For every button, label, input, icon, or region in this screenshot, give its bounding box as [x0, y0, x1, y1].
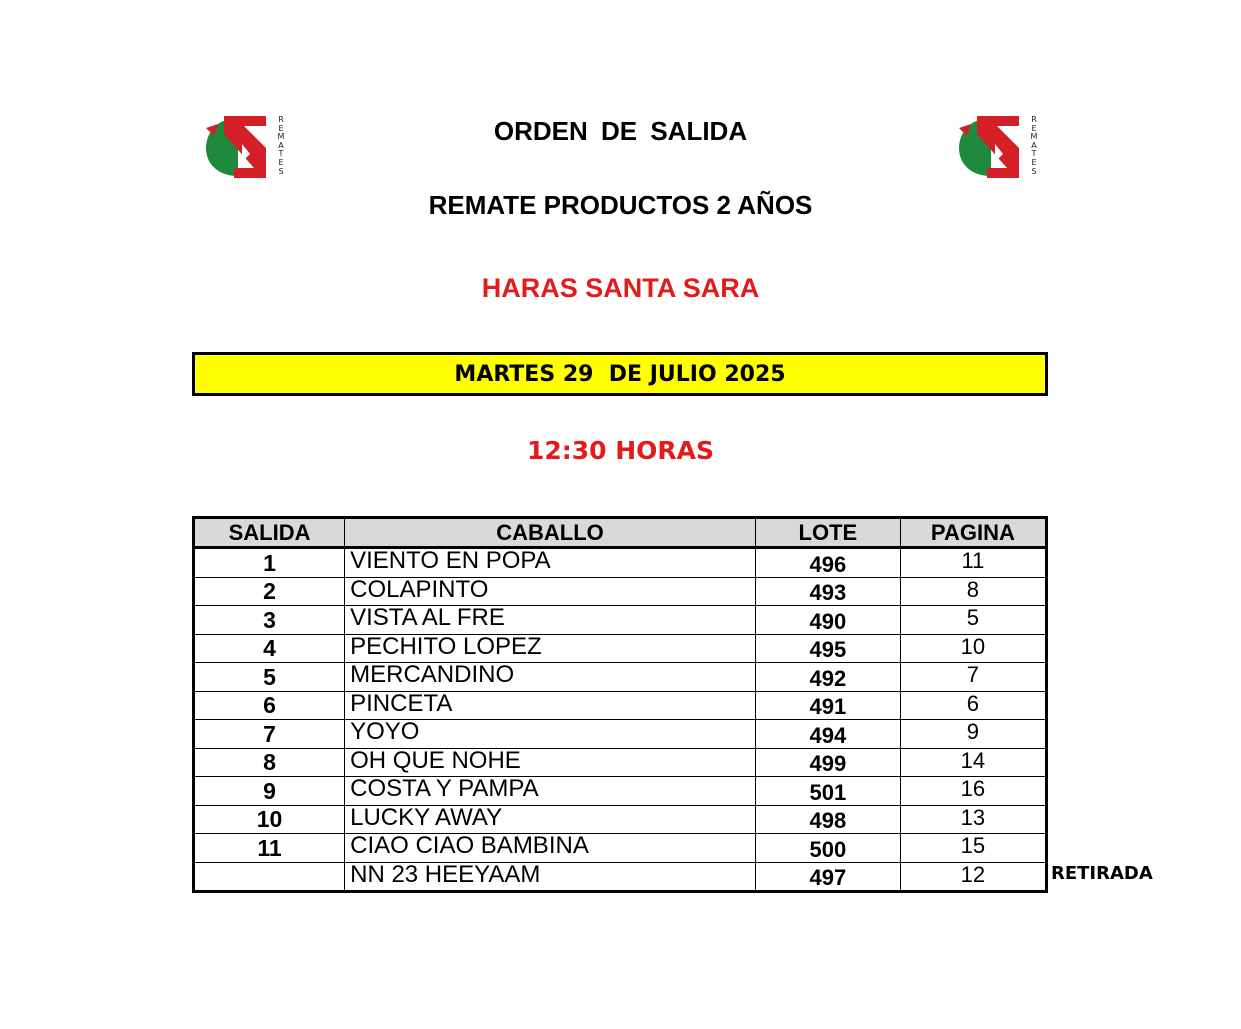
cell-lote: 501 [755, 777, 900, 806]
cell-caballo: VISTA AL FRE [345, 606, 756, 635]
cell-salida: 2 [194, 577, 345, 606]
table-row [194, 777, 1047, 806]
cell-salida: 9 [194, 777, 345, 806]
cell-caballo: COLAPINTO [345, 577, 756, 606]
col-header-salida: SALIDA [194, 518, 345, 548]
col-header-pagina: PAGINA [900, 518, 1046, 548]
cell-lote: 495 [755, 634, 900, 663]
cell-pagina: 12 [900, 862, 1046, 892]
table-row [194, 834, 1047, 863]
cell-caballo: PINCETA [345, 691, 756, 720]
cell-salida: 10 [194, 805, 345, 834]
cell-pagina: 6 [900, 691, 1046, 720]
cell-pagina: 15 [900, 834, 1046, 863]
table-row [194, 663, 1047, 692]
cell-caballo: COSTA Y PAMPA [345, 777, 756, 806]
cell-pagina: 5 [900, 606, 1046, 635]
cell-caballo: OH QUE NOHE [345, 748, 756, 777]
cell-salida: 6 [194, 691, 345, 720]
cell-salida [194, 862, 345, 892]
cell-pagina: 9 [900, 720, 1046, 749]
cell-lote: 491 [755, 691, 900, 720]
cell-salida: 7 [194, 720, 345, 749]
cell-salida: 11 [194, 834, 345, 863]
date-text: MARTES 29 DE JULIO 2025 [454, 361, 786, 387]
cell-caballo: PECHITO LOPEZ [345, 634, 756, 663]
logo-word: R E M A T E S [277, 115, 285, 176]
cell-lote: 490 [755, 606, 900, 635]
cell-lote: 493 [755, 577, 900, 606]
retirada-note: RETIRADA [1051, 863, 1153, 884]
cell-caballo: MERCANDINO [345, 663, 756, 692]
cell-pagina: 14 [900, 748, 1046, 777]
cell-caballo: CIAO CIAO BAMBINA [345, 834, 756, 863]
cell-lote: 494 [755, 720, 900, 749]
col-header-caballo: CABALLO [345, 518, 756, 548]
cell-caballo: NN 23 HEEYAAM [345, 862, 756, 892]
cell-pagina: 10 [900, 634, 1046, 663]
table-row [194, 577, 1047, 606]
page-subtitle: REMATE PRODUCTOS 2 AÑOS [428, 190, 813, 220]
table-row [194, 606, 1047, 635]
table-header-row [194, 518, 1047, 548]
table-row [194, 862, 1047, 892]
date-banner [192, 352, 1048, 396]
table-row [194, 634, 1047, 663]
cell-lote: 499 [755, 748, 900, 777]
logo-word: R E M A T E S [1030, 115, 1038, 176]
table-row [194, 748, 1047, 777]
cell-salida: 5 [194, 663, 345, 692]
cell-caballo: YOYO [345, 720, 756, 749]
cell-pagina: 16 [900, 777, 1046, 806]
haras-name: HARAS SANTA SARA [481, 273, 760, 303]
cell-salida: 8 [194, 748, 345, 777]
cell-caballo: LUCKY AWAY [345, 805, 756, 834]
cell-pagina: 8 [900, 577, 1046, 606]
cell-salida: 1 [194, 548, 345, 578]
cell-lote: 492 [755, 663, 900, 692]
time-label: 12:30 HORAS [526, 436, 715, 465]
col-header-lote: LOTE [755, 518, 900, 548]
cell-lote: 498 [755, 805, 900, 834]
cell-salida: 4 [194, 634, 345, 663]
cell-pagina: 11 [900, 548, 1046, 578]
cell-salida: 3 [194, 606, 345, 635]
table-row [194, 548, 1047, 578]
cell-lote: 496 [755, 548, 900, 578]
cell-pagina: 13 [900, 805, 1046, 834]
table-row [194, 805, 1047, 834]
table-row [194, 720, 1047, 749]
cell-lote: 500 [755, 834, 900, 863]
cell-caballo: VIENTO EN POPA [345, 548, 756, 578]
table-row [194, 691, 1047, 720]
cell-lote: 497 [755, 862, 900, 892]
page-title: ORDEN DE SALIDA [493, 116, 748, 146]
cell-pagina: 7 [900, 663, 1046, 692]
orden-salida-table [192, 516, 1048, 893]
